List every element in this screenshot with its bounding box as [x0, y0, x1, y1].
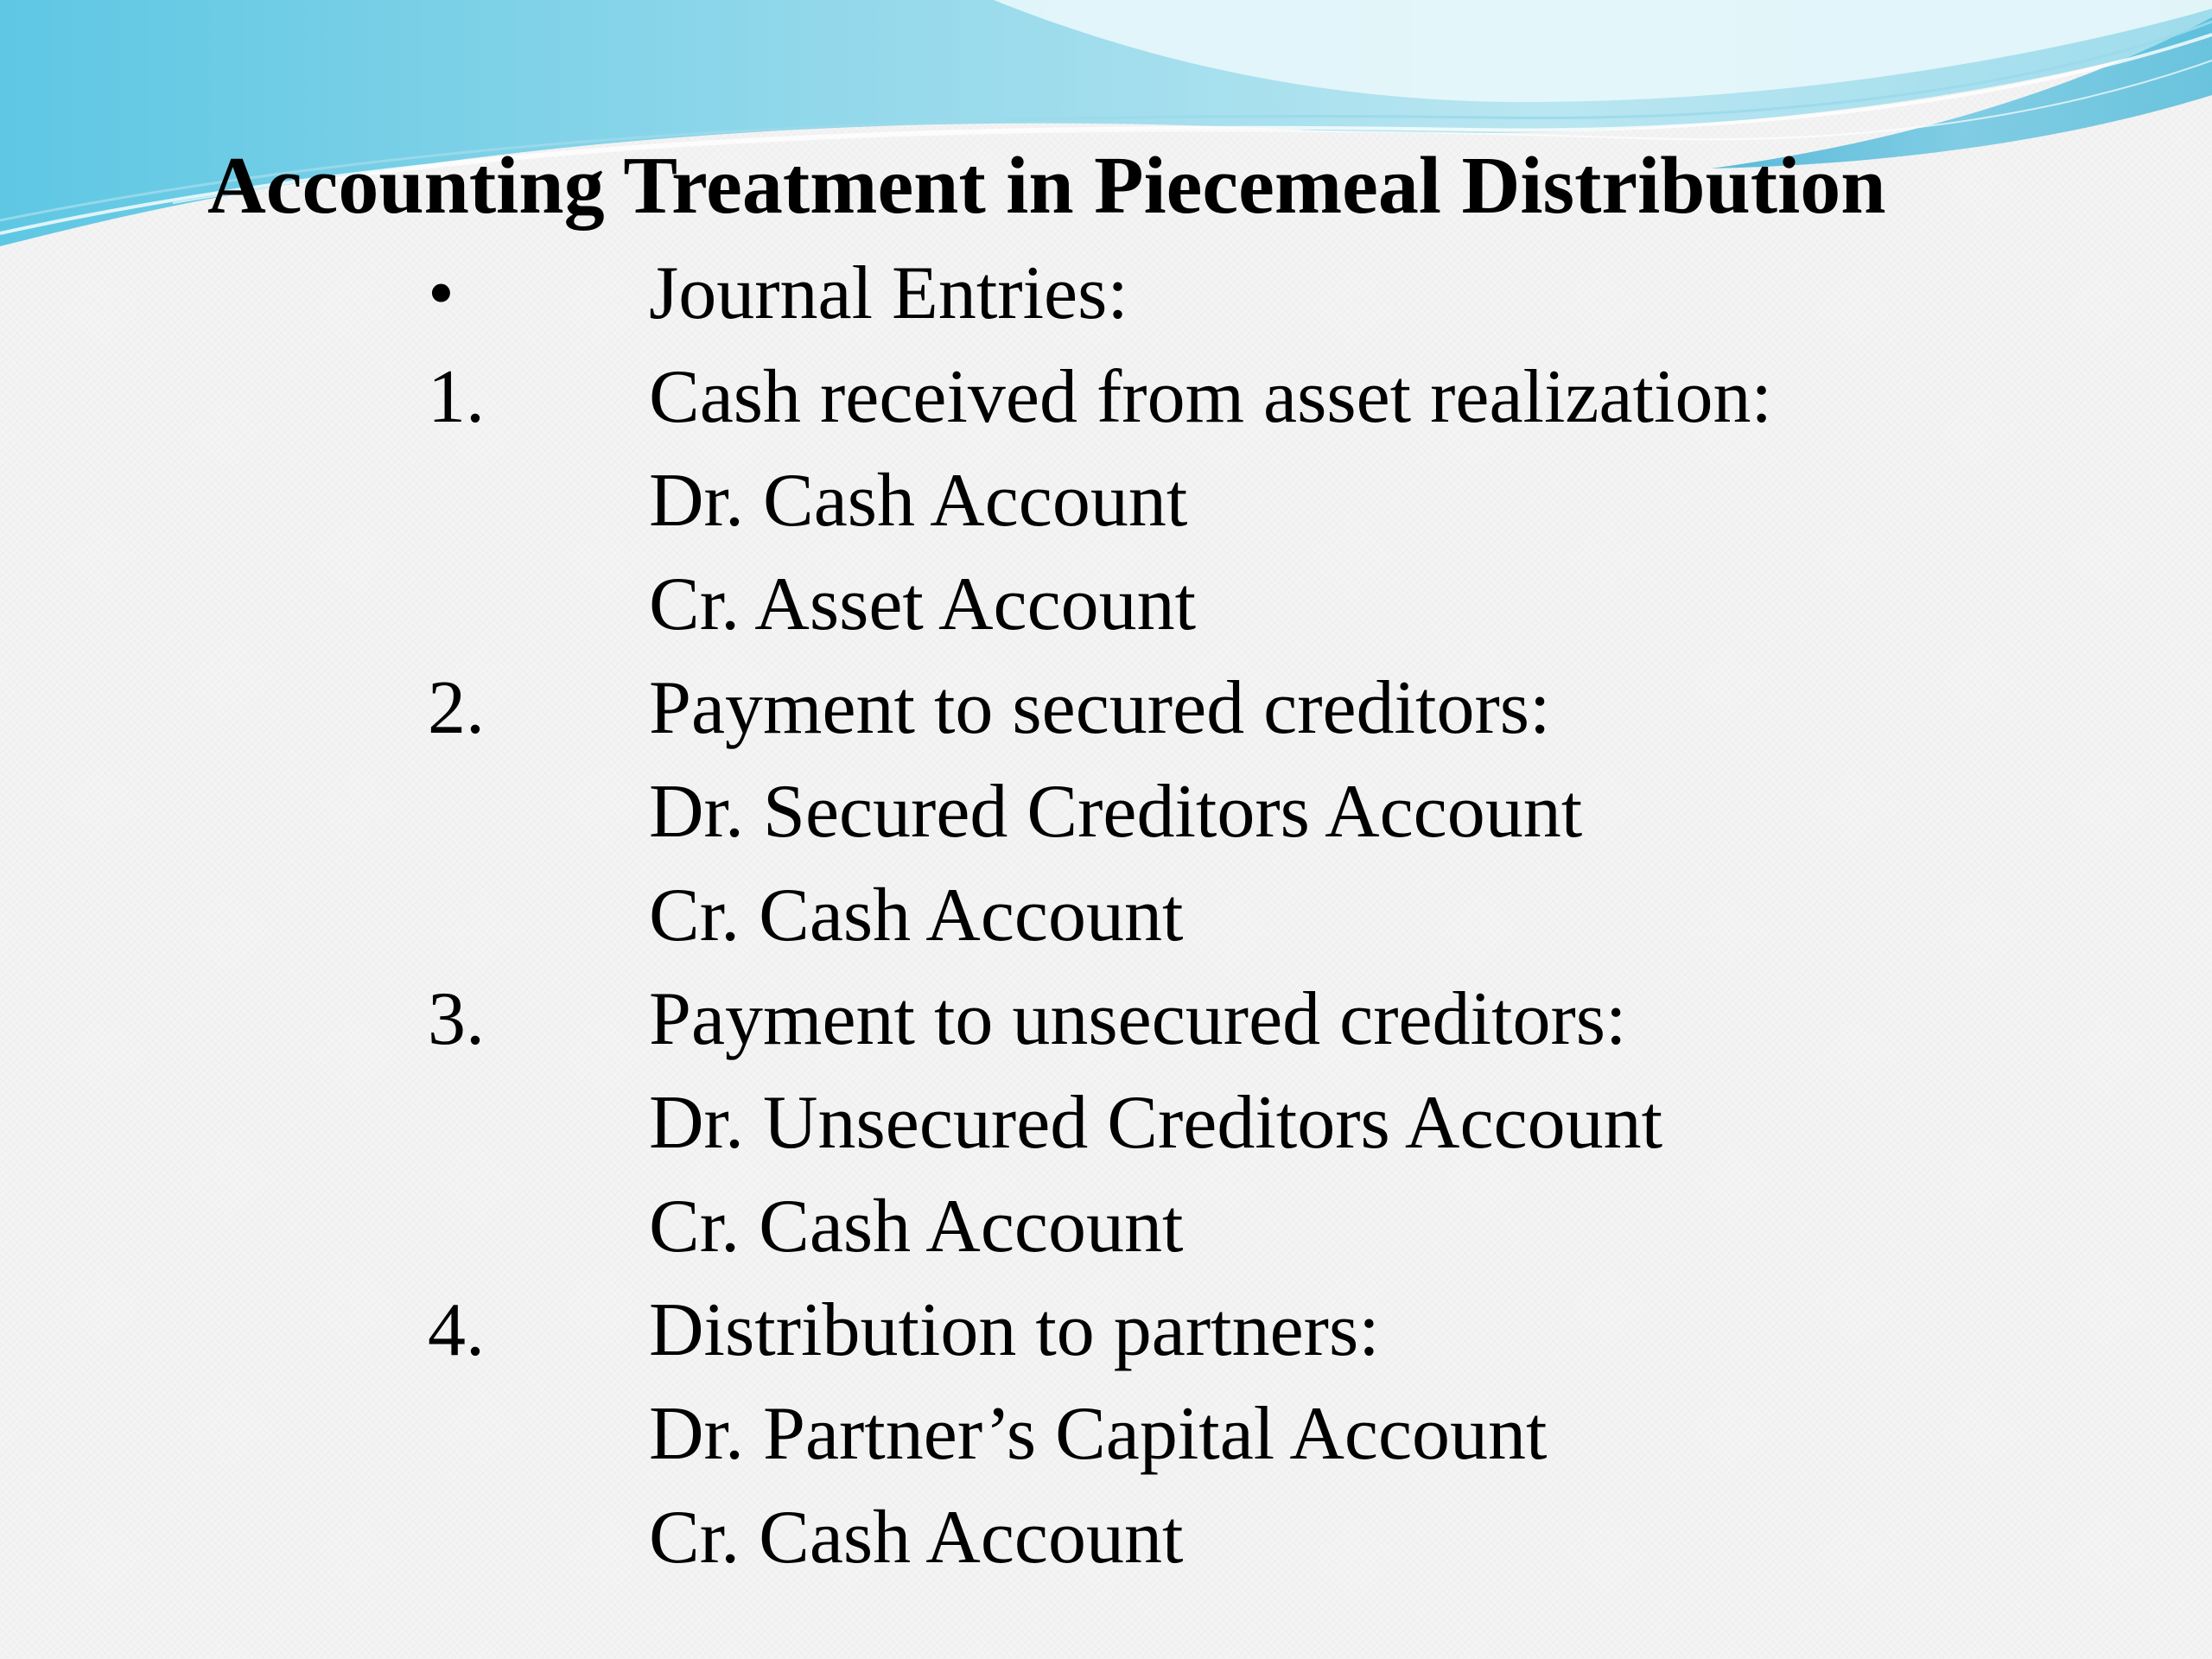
debit-entry: Dr. Unsecured Creditors Account — [649, 1081, 1663, 1165]
list-item — [0, 968, 2212, 1071]
debit-entry: Dr. Partner’s Capital Account — [649, 1392, 1548, 1476]
credit-entry: Cr. Cash Account — [649, 874, 1184, 957]
list-item — [0, 657, 2212, 760]
number-marker: 4. — [428, 1288, 485, 1372]
credit-entry: Cr. Cash Account — [649, 1496, 1184, 1580]
list-item — [0, 1071, 2212, 1175]
credit-entry: Cr. Cash Account — [649, 1185, 1184, 1268]
list-item — [0, 242, 2212, 346]
list-item — [0, 1382, 2212, 1486]
slide-title: Accounting Treatment in Piecemeal Distribution — [207, 141, 1886, 231]
list-item-text: Payment to unsecured creditors: — [649, 977, 1627, 1061]
list-item — [0, 449, 2212, 553]
list-item — [0, 1175, 2212, 1279]
list-item — [0, 760, 2212, 864]
list-item — [0, 553, 2212, 657]
list-item-text: Distribution to partners: — [649, 1288, 1380, 1372]
list-item — [0, 1279, 2212, 1382]
list-item — [0, 864, 2212, 968]
list-item-text: Cash received from asset realization: — [649, 355, 1772, 439]
debit-entry: Dr. Cash Account — [649, 459, 1188, 543]
debit-entry: Dr. Secured Creditors Account — [649, 770, 1583, 854]
list-item-text: Journal Entries: — [649, 251, 1128, 335]
list-item — [0, 346, 2212, 449]
number-marker: 1. — [428, 355, 485, 439]
number-marker: 3. — [428, 977, 485, 1061]
number-marker: 2. — [428, 666, 485, 750]
bullet-marker: • — [428, 251, 454, 335]
journal-entries-list — [0, 242, 2212, 1590]
credit-entry: Cr. Asset Account — [649, 563, 1197, 646]
list-item-text: Payment to secured creditors: — [649, 666, 1551, 750]
list-item — [0, 1486, 2212, 1590]
